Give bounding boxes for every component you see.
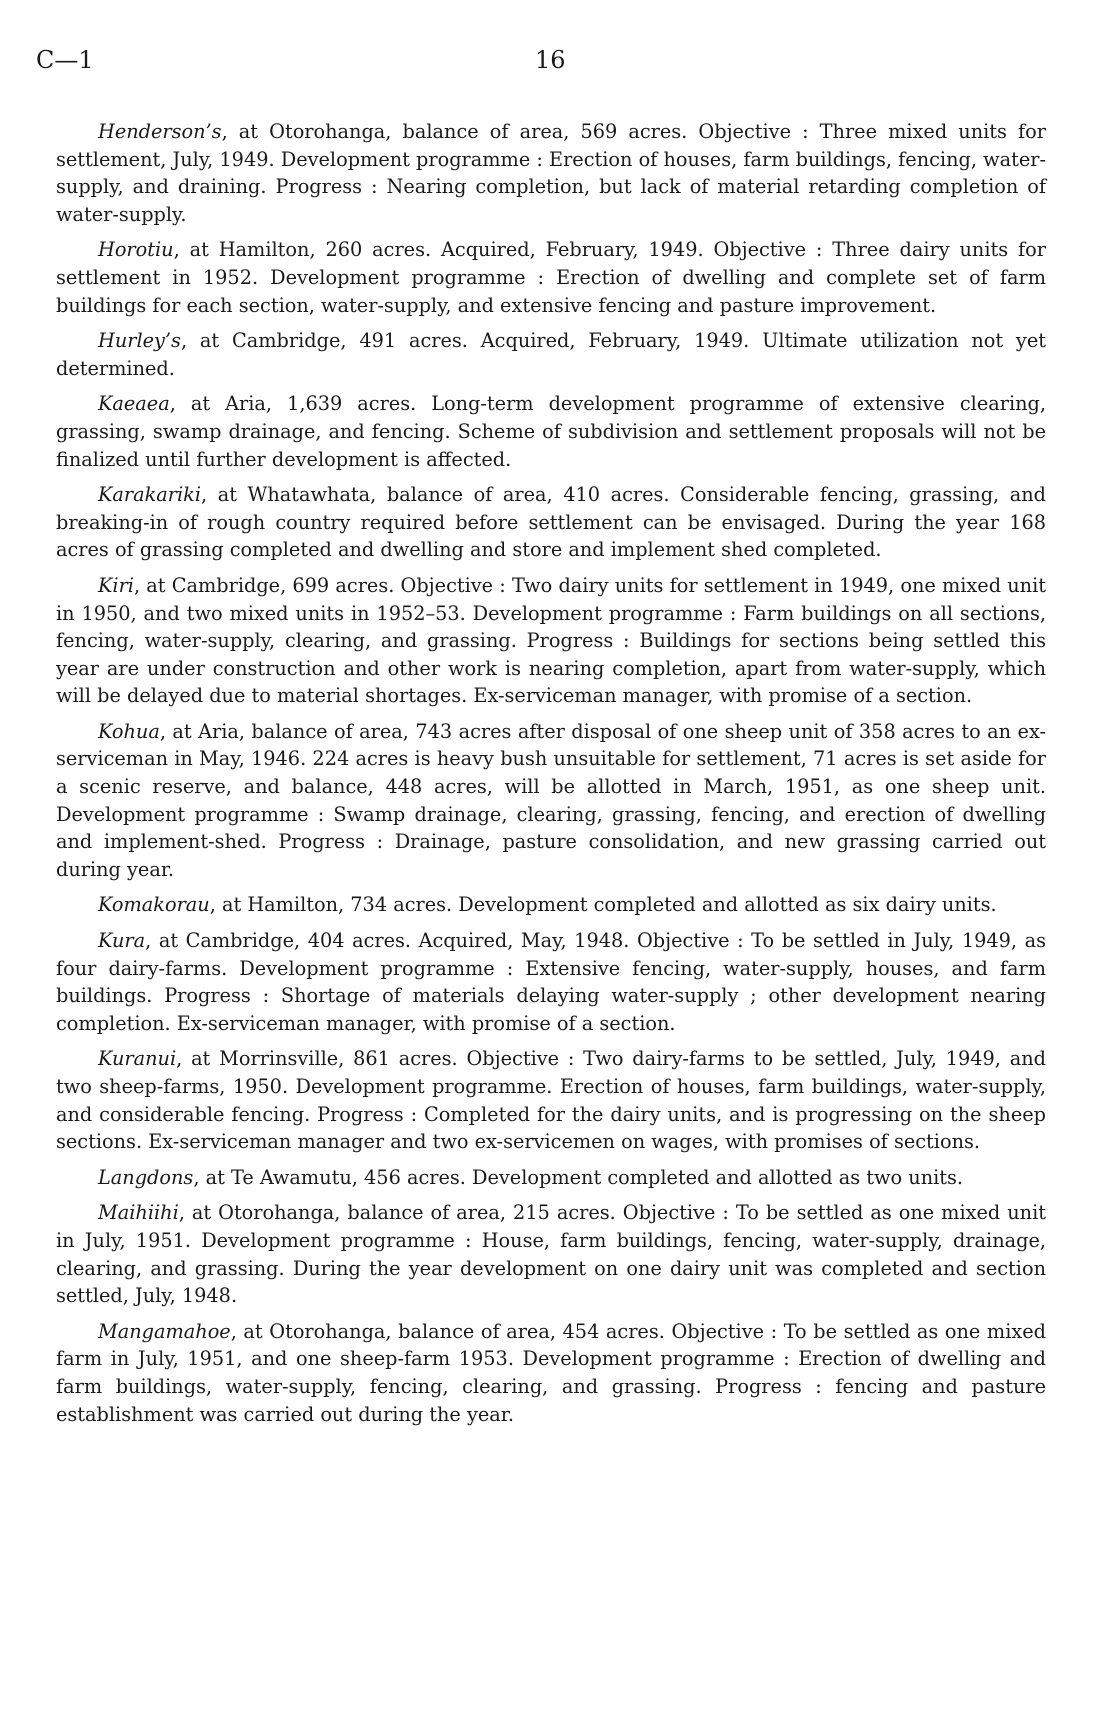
place-name: Kuranui xyxy=(98,1047,177,1071)
entry-maihiihi xyxy=(56,1199,1046,1309)
place-name: Kaeaea xyxy=(98,392,170,416)
place-name: Langdons xyxy=(98,1165,194,1189)
entry-kaeaea xyxy=(56,390,1046,473)
entry-karakariki xyxy=(56,481,1046,564)
entry-komakorau xyxy=(56,891,1046,919)
entry-text: , at Morrinsville, 861 acres. Objective : Two dairy-farms to be settled, July, 1949, and two sheep-farms, 1950. Development programme. Erection of houses, farm buildings, water-supply, and considerable fencing. Progress : Completed for the dairy units, and is progressing on the sheep sections. Ex-serviceman manager and two ex-servicemen on wages, with promises of sections. xyxy=(56,1047,1046,1154)
place-name: Maihiihi xyxy=(98,1201,179,1225)
entry-text: , at Hamilton, 734 acres. Development completed and allotted as six dairy units. xyxy=(209,893,997,917)
entry-kuranui xyxy=(56,1045,1046,1155)
place-name: Mangamahoe xyxy=(98,1319,231,1343)
series-code: C—1 xyxy=(36,46,94,74)
entry-text: , at Cambridge, 491 acres. Acquired, February, 1949. Ultimate utilization not yet determined. xyxy=(56,329,1046,380)
place-name: Kiri xyxy=(98,573,134,597)
entry-kura xyxy=(56,927,1046,1037)
place-name: Horotiu xyxy=(98,238,174,262)
entry-text: , at Cambridge, 699 acres. Objective : Two dairy units for settlement in 1949, one mixed unit in 1950, and two mixed units in 1952–53. Development programme : Farm buildings on all sections, fencing, water-supply, clearing, and grassing. Progress : Buildings for sections being settled this year are under construction and other work is nearing completion, apart from water-supply, which will be delayed due to material shortages. Ex-serviceman manager, with promise of a section. xyxy=(56,573,1046,708)
running-head xyxy=(0,46,1114,76)
entry-text: , at Aria, 1,639 acres. Long-term development programme of extensive clearing, grassing, swamp drainage, and fencing. Scheme of subdivision and settlement proposals will not be finalized until further development is affected. xyxy=(56,392,1046,471)
place-name: Henderson’s xyxy=(98,120,222,143)
place-name: Komakorau xyxy=(98,893,210,917)
entry-horotiu xyxy=(56,236,1046,319)
entry-text: , at Whatawhata, balance of area, 410 acres. Considerable fencing, grassing, and breaking-in of rough country required before settlement can be envisaged. During the year 168 acres of grassing completed and dwelling and store and implement shed completed. xyxy=(56,483,1046,562)
place-name: Hurley’s xyxy=(98,329,181,353)
place-name: Karakariki xyxy=(98,483,202,507)
place-name: Kohua xyxy=(98,719,160,743)
place-name: Kura xyxy=(98,929,146,953)
entry-text: , at Otorohanga, balance of area, 569 acres. Objective : Three mixed units for settlement, July, 1949. Development programme : Erection of houses, farm buildings, fencing, water-supply, and draining. Progress : Nearing completion, but lack of material retarding completion of water-supply. xyxy=(56,120,1046,226)
entry-kohua xyxy=(56,718,1046,884)
entry-text: , at Aria, balance of area, 743 acres after disposal of one sheep unit of 358 acres to an ex-serviceman in May, 1946. 224 acres is heavy bush unsuitable for settlement, 71 acres is set aside for a scenic reserve, and balance, 448 acres, will be allotted in March, 1951, as one sheep unit. Development programme : Swamp drainage, clearing, grassing, fencing, and erection of dwelling and implement-shed. Progress : Drainage, pasture consolidation, and new grassing carried out during year. xyxy=(56,719,1046,881)
entry-text: , at Otorohanga, balance of area, 454 acres. Objective : To be settled as one mixed farm in July, 1951, and one sheep-farm 1953. Development programme : Erection of dwelling and farm buildings, water-supply, fencing, clearing, and grassing. Progress : fencing and pasture establishment was carried out during the year. xyxy=(56,1319,1046,1426)
entry-text: , at Hamilton, 260 acres. Acquired, February, 1949. Objective : Three dairy units for settlement in 1952. Development programme : Erection of dwelling and complete set of farm buildings for each section, water-supply, and extensive fencing and pasture improvement. xyxy=(56,238,1046,317)
entry-text: , at Cambridge, 404 acres. Acquired, May, 1948. Objective : To be settled in July, 1949, as four dairy-farms. Development programme : Extensive fencing, water-supply, houses, and farm buildings. Progress : Shortage of materials delaying water-supply ; other development nearing completion. Ex-serviceman manager, with promise of a section. xyxy=(56,929,1046,1035)
entry-hendersons xyxy=(56,118,1046,228)
entry-hurleys xyxy=(56,327,1046,382)
entry-text: , at Otorohanga, balance of area, 215 acres. Objective : To be settled as one mixed unit in July, 1951. Development programme : House, farm buildings, fencing, water-supply, drainage, clearing, and grassing. During the year development on one dairy unit was completed and section settled, July, 1948. xyxy=(56,1201,1046,1308)
body-text xyxy=(56,118,1046,1436)
page-number: 16 xyxy=(535,46,566,74)
entry-mangamahoe xyxy=(56,1318,1046,1428)
entry-text: , at Te Awamutu, 456 acres. Development completed and allotted as two units. xyxy=(193,1165,964,1189)
entry-kiri xyxy=(56,572,1046,710)
entry-langdons xyxy=(56,1164,1046,1192)
